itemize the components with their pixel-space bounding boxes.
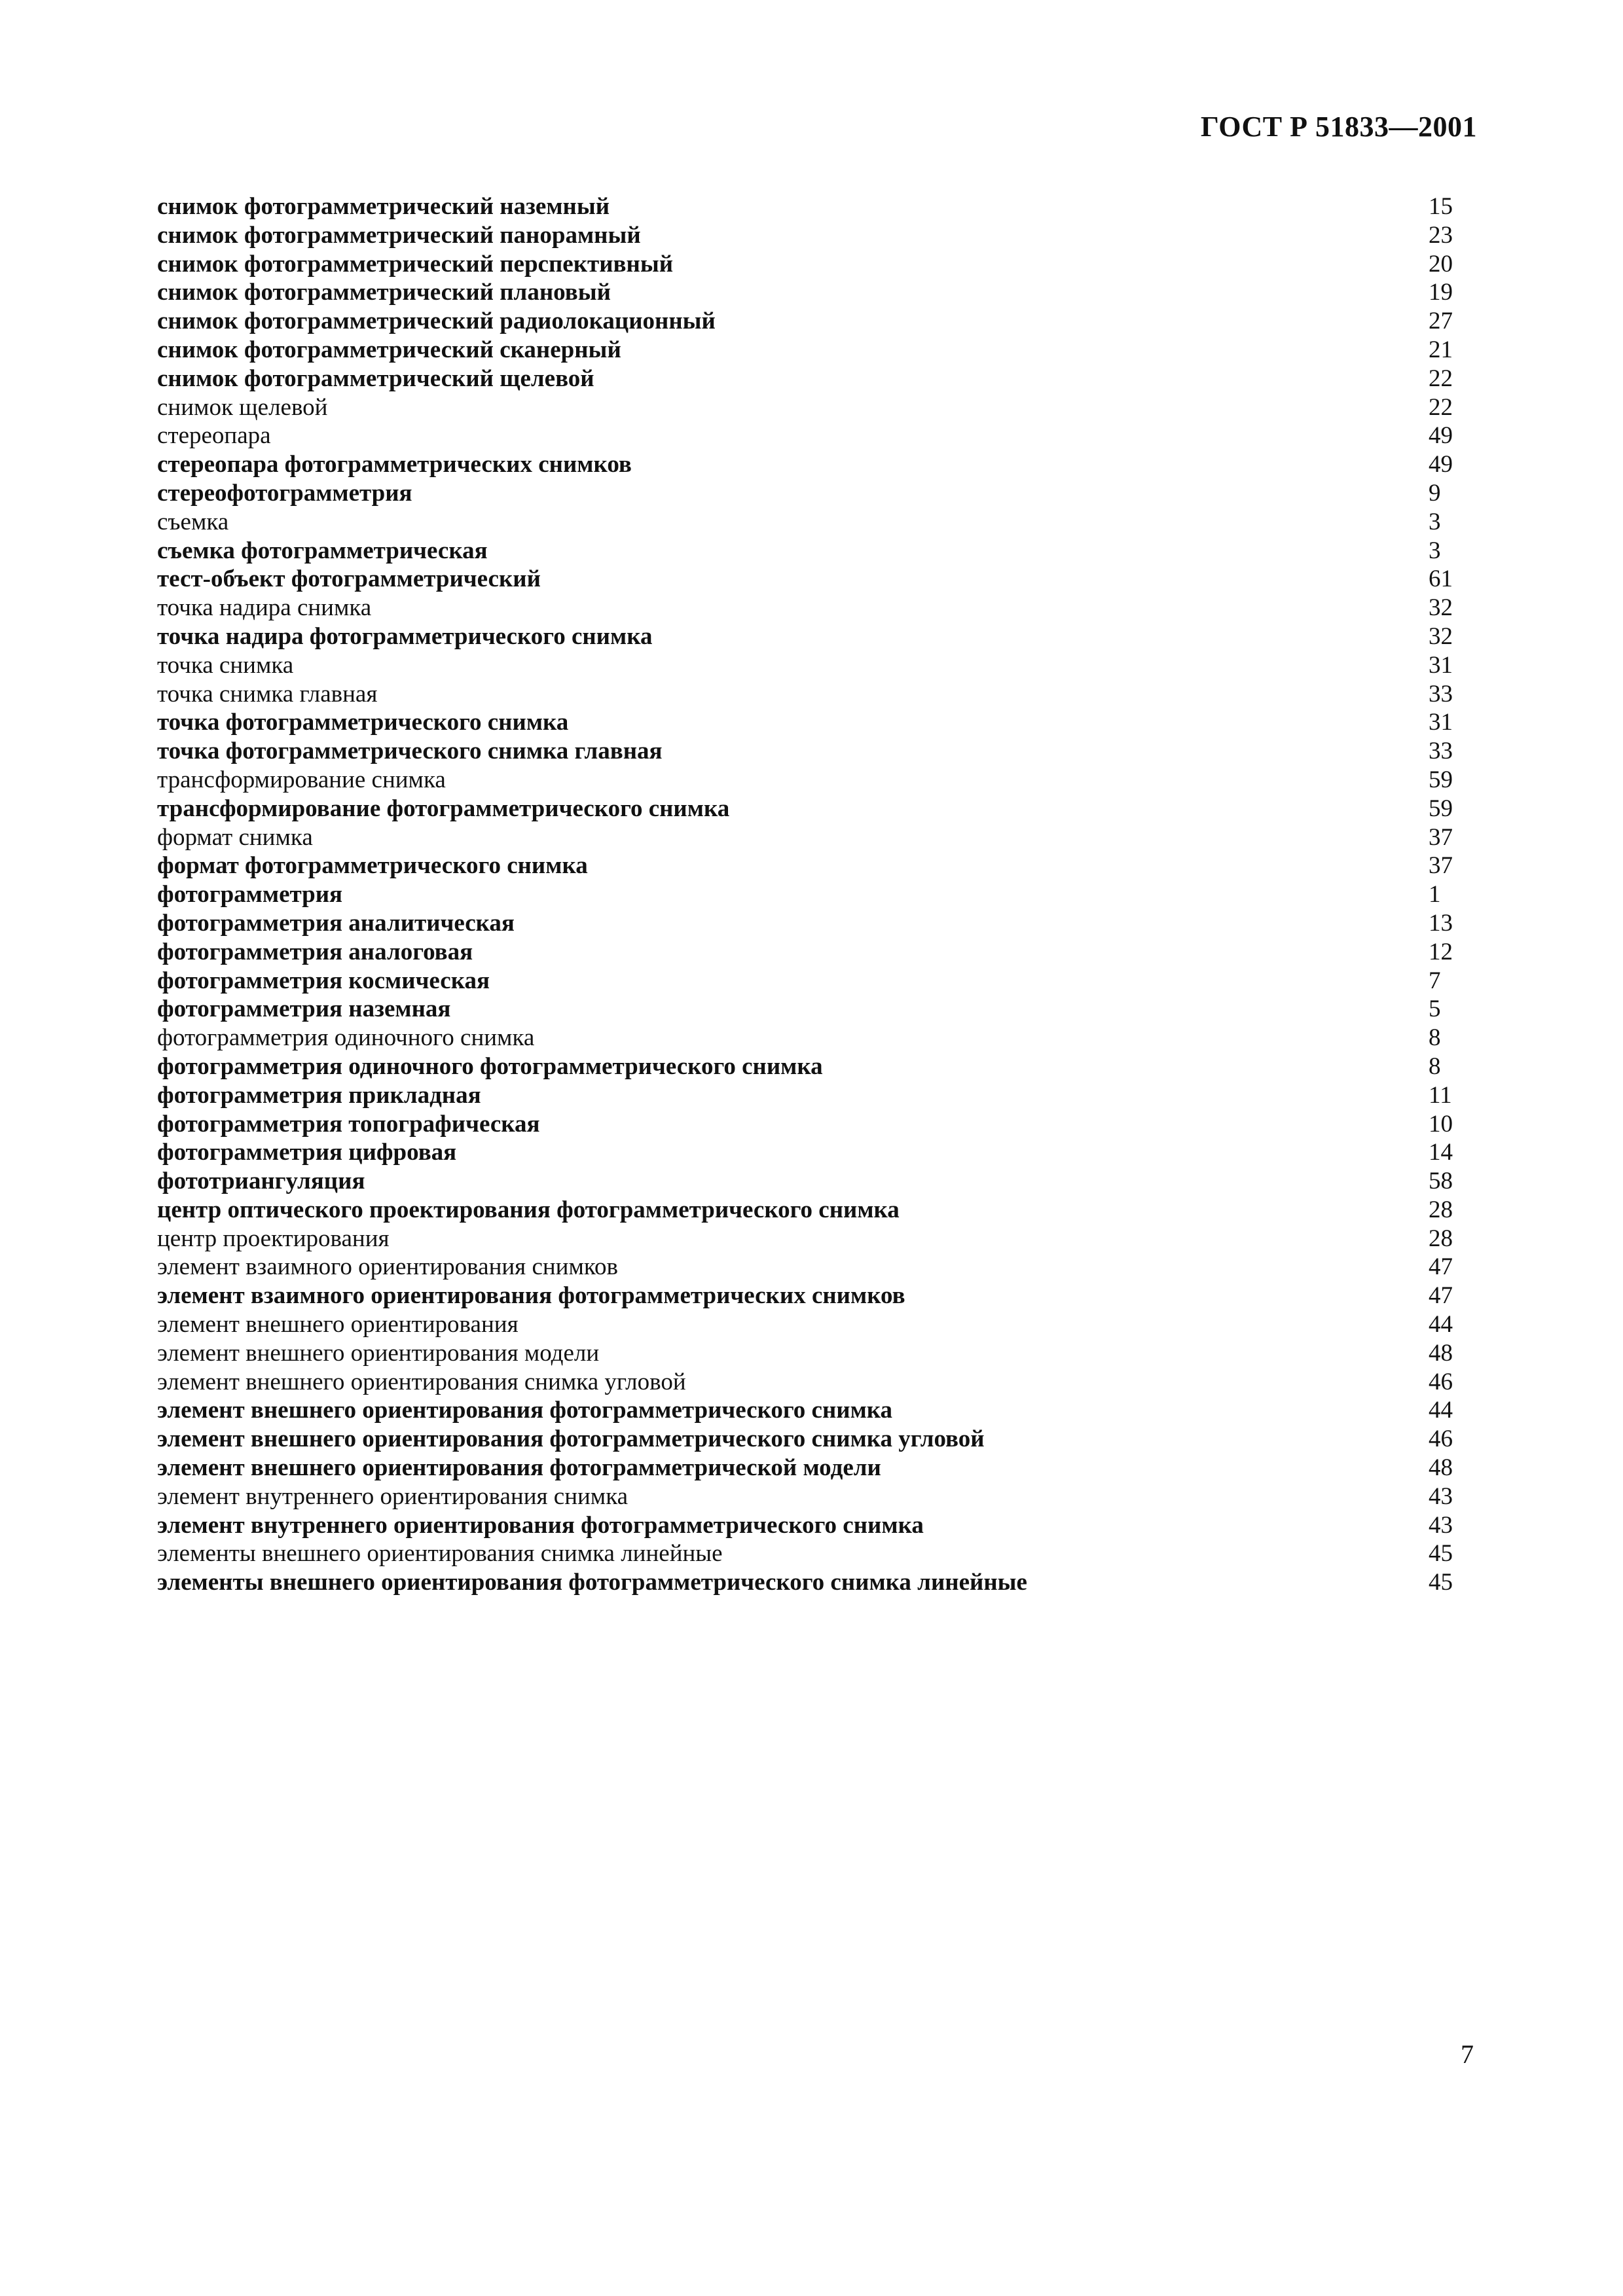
index-entry [157, 1539, 1481, 1568]
index-term: фотограмметрия наземная [157, 996, 451, 1023]
index-term: точка снимка главная [157, 680, 378, 708]
index-page-ref: 10 [1429, 1110, 1453, 1138]
index-page-ref: 33 [1429, 680, 1453, 708]
index-page-ref: 20 [1429, 250, 1453, 278]
index-entry [157, 1196, 1481, 1225]
index-term: фотограмметрия топографическая [157, 1110, 540, 1138]
index-entry [157, 737, 1481, 766]
index-entry [157, 622, 1481, 651]
index-entry [157, 1024, 1481, 1052]
index-page-ref: 45 [1429, 1540, 1453, 1568]
index-entry [157, 1568, 1481, 1597]
index-term: стереопара [157, 422, 271, 450]
index-term: точка снимка [157, 651, 294, 679]
index-term: фотограмметрия прикладная [157, 1081, 481, 1109]
index-entry [157, 537, 1481, 565]
index-entry [157, 909, 1481, 938]
index-term: фотограмметрия [157, 881, 343, 908]
index-term: фотограмметрия аналитическая [157, 909, 515, 937]
index-term: точка надира фотограмметрического снимка [157, 622, 653, 650]
index-entry [157, 1253, 1481, 1282]
index-entry [157, 221, 1481, 250]
index-page-ref: 59 [1429, 766, 1453, 793]
index-term: фотограмметрия одиночного снимка [157, 1024, 535, 1052]
index-term: центр проектирования [157, 1225, 390, 1252]
index-entry [157, 278, 1481, 307]
index-term: элемент внешнего ориентирования [157, 1311, 519, 1338]
index-entry [157, 1511, 1481, 1540]
index-entry [157, 1138, 1481, 1167]
index-entry [157, 393, 1481, 422]
index-page-ref: 14 [1429, 1139, 1453, 1166]
index-entry [157, 479, 1481, 508]
index-term: снимок фотограмметрический перспективный [157, 250, 674, 278]
index-page-ref: 61 [1429, 565, 1453, 593]
index-term: снимок фотограмметрический плановый [157, 279, 611, 306]
index-page-ref: 46 [1429, 1368, 1453, 1395]
index-term: трансформирование снимка [157, 766, 446, 793]
index-page-ref: 59 [1429, 795, 1453, 822]
index-entry [157, 880, 1481, 909]
index-entry [157, 422, 1481, 450]
index-page-ref: 47 [1429, 1253, 1453, 1281]
index-term: стереофотограмметрия [157, 479, 412, 507]
document-code-header: ГОСТ Р 51833—2001 [1200, 111, 1477, 143]
index-page-ref: 19 [1429, 279, 1453, 306]
index-entry [157, 766, 1481, 795]
index-page-ref: 49 [1429, 451, 1453, 478]
index-page-ref: 32 [1429, 622, 1453, 650]
index-term: точка надира снимка [157, 594, 372, 622]
index-page-ref: 7 [1429, 967, 1441, 994]
page-number: 7 [1461, 2039, 1474, 2069]
index-page-ref: 47 [1429, 1282, 1453, 1310]
index-term: центр оптического проектирования фотограмметрического снимка [157, 1196, 900, 1223]
index-page-ref: 44 [1429, 1311, 1453, 1338]
index-page-ref: 33 [1429, 738, 1453, 765]
index-entry [157, 1339, 1481, 1368]
index-term: съемка [157, 508, 229, 535]
index-term: точка фотограмметрического снимка главная [157, 738, 663, 765]
index-term: тест-объект фотограмметрический [157, 565, 541, 593]
index-entry [157, 852, 1481, 880]
index-entry [157, 250, 1481, 279]
index-page-ref: 15 [1429, 193, 1453, 220]
index-entry [157, 450, 1481, 479]
index-term: съемка фотограмметрическая [157, 537, 488, 564]
index-page-ref: 49 [1429, 422, 1453, 450]
index-term: стереопара фотограмметрических снимков [157, 451, 632, 478]
index-page-ref: 8 [1429, 1024, 1441, 1052]
index-page-ref: 37 [1429, 852, 1453, 880]
index-term: элемент внешнего ориентирования фотограмметрической модели [157, 1454, 881, 1482]
index-entry [157, 594, 1481, 622]
index-page-ref: 23 [1429, 221, 1453, 249]
index-page-ref: 22 [1429, 365, 1453, 392]
index-page-ref: 3 [1429, 508, 1441, 535]
index-entry [157, 307, 1481, 336]
index-entry [157, 365, 1481, 393]
index-term: элемент взаимного ориентирования снимков [157, 1253, 618, 1281]
index-term: фотограмметрия одиночного фотограмметрического снимка [157, 1052, 823, 1080]
index-term: трансформирование фотограмметрического снимка [157, 795, 730, 822]
index-entry [157, 1110, 1481, 1139]
index-page-ref: 5 [1429, 996, 1441, 1023]
index-page-ref: 32 [1429, 594, 1453, 622]
index-entry [157, 1396, 1481, 1425]
index-term: элементы внешнего ориентирования снимка линейные [157, 1540, 723, 1568]
index-term: формат снимка [157, 823, 313, 851]
index-page-ref: 3 [1429, 537, 1441, 564]
index-entry [157, 1052, 1481, 1081]
index-entry [157, 795, 1481, 823]
index-term: элемент внутреннего ориентирования фотограмметрического снимка [157, 1511, 924, 1539]
index-page-ref: 1 [1429, 881, 1441, 908]
index-entry [157, 1482, 1481, 1511]
index-term: снимок фотограмметрический щелевой [157, 365, 594, 392]
index-page-ref: 22 [1429, 393, 1453, 421]
alphabetical-index-list [157, 192, 1481, 1597]
index-term: элементы внешнего ориентирования фотограмметрического снимка линейные [157, 1569, 1027, 1596]
index-page-ref: 58 [1429, 1168, 1453, 1195]
index-term: фотограмметрия цифровая [157, 1139, 457, 1166]
index-entry [157, 565, 1481, 594]
index-page-ref: 9 [1429, 479, 1441, 507]
index-term: формат фотограмметрического снимка [157, 852, 588, 880]
index-entry [157, 680, 1481, 709]
index-page-ref: 27 [1429, 308, 1453, 335]
index-entry [157, 1282, 1481, 1310]
index-page-ref: 12 [1429, 938, 1453, 965]
index-page-ref: 43 [1429, 1511, 1453, 1539]
index-page-ref: 46 [1429, 1426, 1453, 1453]
index-term: снимок фотограмметрический сканерный [157, 336, 621, 363]
index-page-ref: 21 [1429, 336, 1453, 363]
index-term: фотограмметрия космическая [157, 967, 490, 994]
index-term: фотограмметрия аналоговая [157, 938, 473, 965]
index-entry [157, 508, 1481, 537]
index-entry [157, 1368, 1481, 1397]
index-page-ref: 48 [1429, 1339, 1453, 1367]
index-term: снимок фотограмметрический наземный [157, 193, 610, 220]
index-page-ref: 28 [1429, 1196, 1453, 1223]
index-term: снимок фотограмметрический панорамный [157, 221, 641, 249]
index-entry [157, 995, 1481, 1024]
index-term: элемент взаимного ориентирования фотограмметрических снимков [157, 1282, 905, 1310]
index-entry [157, 938, 1481, 967]
index-entry [157, 1167, 1481, 1196]
index-term: элемент внешнего ориентирования фотограмметрического снимка угловой [157, 1426, 985, 1453]
index-entry [157, 708, 1481, 737]
index-term: элемент внутреннего ориентирования снимка [157, 1482, 629, 1510]
index-page-ref: 37 [1429, 823, 1453, 851]
index-term: точка фотограмметрического снимка [157, 709, 569, 736]
index-entry [157, 192, 1481, 221]
index-term: снимок щелевой [157, 393, 328, 421]
index-term: фототриангуляция [157, 1168, 365, 1195]
index-page-ref: 31 [1429, 709, 1453, 736]
index-entry [157, 1081, 1481, 1110]
index-term: элемент внешнего ориентирования фотограмметрического снимка [157, 1397, 893, 1424]
index-entry [157, 967, 1481, 996]
index-page-ref: 43 [1429, 1482, 1453, 1510]
index-entry [157, 823, 1481, 852]
index-page-ref: 44 [1429, 1397, 1453, 1424]
index-page-ref: 8 [1429, 1052, 1441, 1080]
index-page-ref: 45 [1429, 1569, 1453, 1596]
index-term: снимок фотограмметрический радиолокационный [157, 308, 716, 335]
index-term: элемент внешнего ориентирования модели [157, 1339, 600, 1367]
index-page-ref: 28 [1429, 1225, 1453, 1252]
index-term: элемент внешнего ориентирования снимка угловой [157, 1368, 686, 1395]
index-entry [157, 336, 1481, 365]
index-entry [157, 1225, 1481, 1253]
index-entry [157, 651, 1481, 680]
index-page-ref: 11 [1429, 1081, 1452, 1109]
index-entry [157, 1454, 1481, 1482]
index-page-ref: 13 [1429, 909, 1453, 937]
index-page-ref: 31 [1429, 651, 1453, 679]
index-entry [157, 1310, 1481, 1339]
index-entry [157, 1425, 1481, 1454]
index-page-ref: 48 [1429, 1454, 1453, 1482]
